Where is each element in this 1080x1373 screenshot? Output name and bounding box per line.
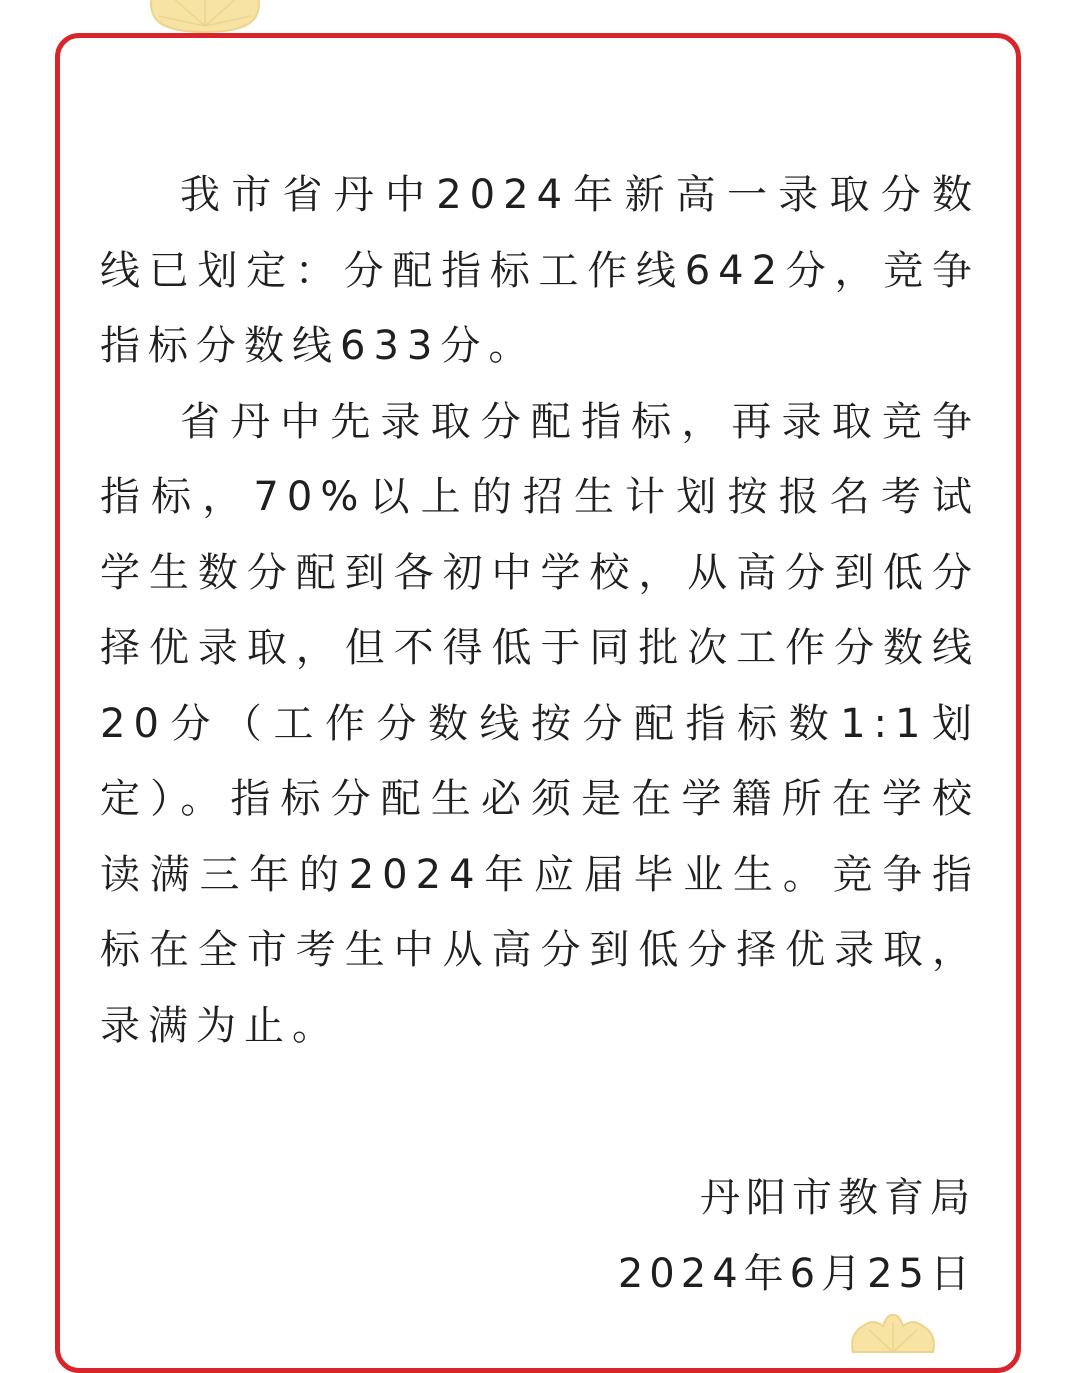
- paragraph-1: 我市省丹中2024年新高一录取分数线已划定：分配指标工作线642分，竞争指标分数线633分。: [100, 172, 980, 369]
- signature-date: 2024年6月25日: [617, 1251, 976, 1297]
- signature-organization: 丹阳市教育局: [700, 1175, 976, 1221]
- signature-block: [618, 1160, 976, 1312]
- floral-ornament-icon: [135, 0, 275, 36]
- paragraph-2: 省丹中先录取分配指标，再录取竞争指标，70%以上的招生计划按报名考试学生数分配到各初中学校，从高分到低分择优录取，但不得低于同批次工作分数线20分（工作分数线按分配指标数1:1划定）。指标分配生必须是在学籍所在学校读满三年的2024年应届毕业生。竞争指标在全市考生中从高分到低分择优录取，录满为止。: [100, 398, 980, 1049]
- floral-ornament-icon: [843, 1312, 943, 1362]
- notice-body: [100, 158, 980, 1064]
